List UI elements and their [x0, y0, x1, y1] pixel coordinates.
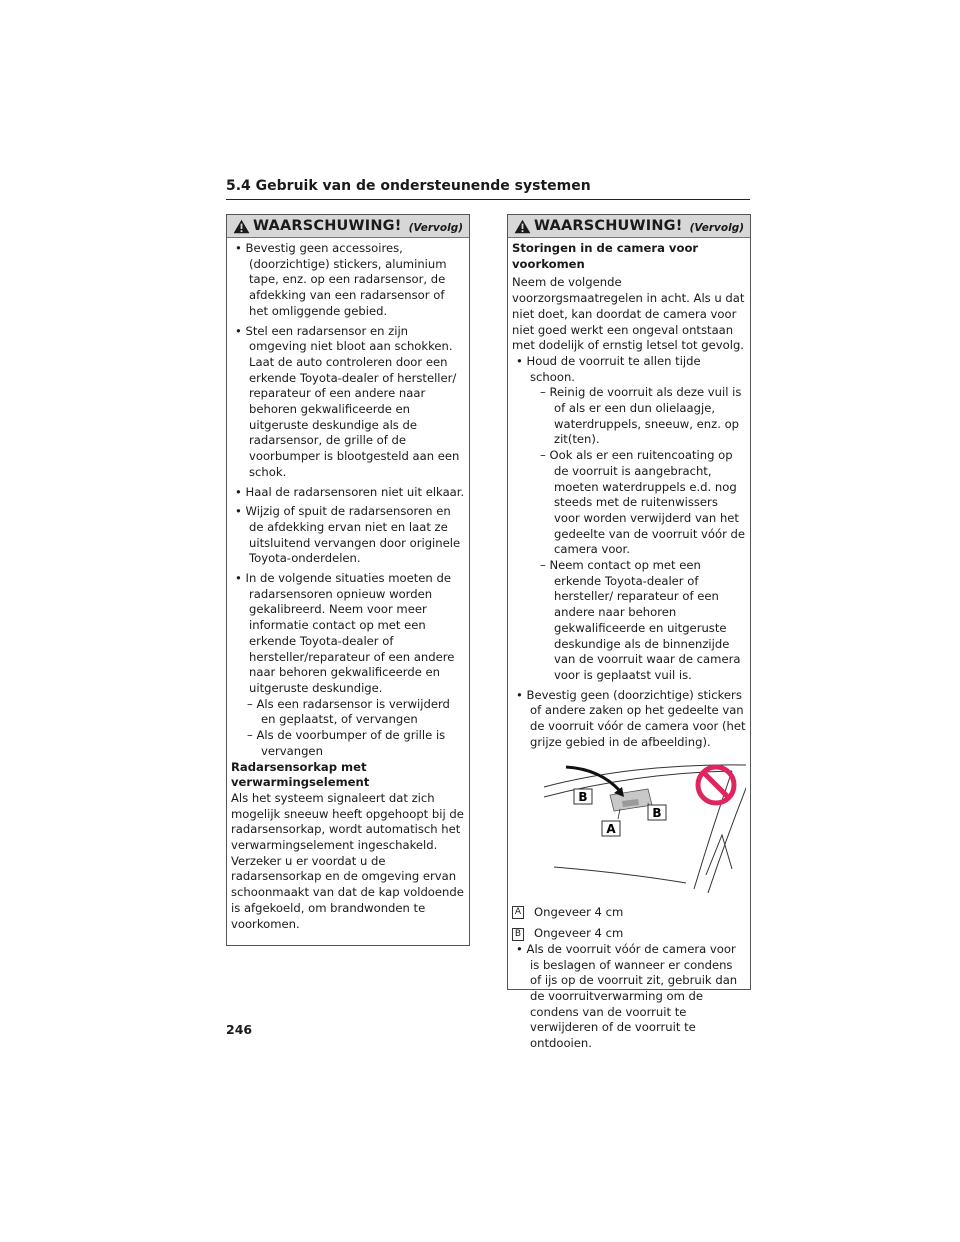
bullet-item: • Bevestig geen (doorzichtige) stickers of andere zaken op het gedeelte van de voorruit vóór de camera voor (het grijze gebied in de afbeelding). [516, 687, 746, 749]
bullet-item: • Bevestig geen accessoires, (doorzichtige) stickers, aluminium tape, enz. op een radarsensor, de afdekking van een radarsensor of het omliggende gebied. [235, 241, 447, 318]
figure-label-a: A [606, 821, 616, 836]
subheading: Radarsensorkap met verwarmingselement [231, 759, 370, 790]
bullet-item: • In de volgende situaties moeten de radarsensoren opnieuw worden gekalibreerd. Neem voor meer informatie contact op met een erkende Toyota-dealer of hersteller/reparateur of een andere naar behoren gekwalificeerde en uitgeruste deskundige. [235, 571, 455, 695]
warning-continued: (Vervolg) [408, 221, 464, 234]
dash-item: – Als een radarsensor is verwijderd en geplaatst, of vervangen [247, 696, 450, 727]
legend-text: Ongeveer 4 cm [534, 926, 624, 941]
warning-box-right [507, 214, 751, 1051]
bullet-item: • Haal de radarsensoren niet uit elkaar. [235, 484, 465, 499]
warning-box-left [226, 214, 470, 946]
legend-item [512, 926, 746, 942]
warning-title: WAARSCHUWING! [252, 218, 402, 234]
warning-header [508, 215, 750, 238]
warning-header [227, 215, 469, 238]
subheading: Storingen in de camera voor voorkomen [512, 241, 699, 271]
warning-title: WAARSCHUWING! [533, 218, 683, 234]
paragraph: Neem de volgende voorzorgsmaatregelen in acht. Als u dat niet doet, kan doordat de camera voor niet goed werkt een ongeval ontstaan met dodelijk of ernstig letsel tot gevolg. [512, 275, 745, 353]
bullet-item: • Stel een radarsensor en zijn omgeving niet bloot aan schokken. Laat de auto controleren door een erkende Toyota-dealer of hersteller/ reparateur of een andere naar behoren gekwalificeerde en uitgeruste deskundige als de radarsensor, de grille of de voorbumper is blootgesteld aan een schok. [235, 323, 460, 479]
paragraph: Als het systeem signaleert dat zich mogelijk sneeuw heeft opgehoopt bij de radarsensorkap, wordt automatisch het verwarmingselement ingeschakeld. Verzeker u er voordat u de radarsensorkap en de omgeving ervan schoonmaakt van dat de kap voldoende is afgekoeld, om brandwonden te voorkomen. [231, 790, 464, 931]
section-title: 5.4 Gebruik van de ondersteunende systemen [226, 178, 591, 194]
legend-letter: A [512, 906, 524, 919]
bullet-item: • Houd de voorruit te allen tijde schoon. [516, 353, 701, 384]
legend-letter: B [512, 928, 524, 941]
windshield-camera-illustration [526, 759, 746, 899]
legend-text: Ongeveer 4 cm [534, 904, 624, 919]
bullet-item: • Wijzig of spuit de radarsensoren en de afdekking ervan niet en laat ze uitsluitend vervangen door originele Toyota-onderdelen. [235, 504, 461, 566]
dash-item: – Ook als er een ruitencoating op de voorruit is aangebracht, moeten waterdruppels e.d. nog steeds met de ruitenwissers voor worden verwijderd van het gedeelte van de voorruit vóór de camera voor. [540, 448, 746, 557]
legend-item [512, 905, 746, 921]
figure-label-b: B [578, 789, 588, 804]
prohibition-icon [698, 767, 734, 803]
bullet-item: • Als de voorruit vóór de camera voor is beslagen of wanneer er condens of ijs op de voorruit zit, gebruik dan de voorruitverwarming om de condens van de voorruit te verwijderen of de voorruit te ontdooien. [516, 941, 738, 1051]
warning-triangle-icon [514, 219, 531, 234]
figure-label-b: B [652, 805, 662, 820]
dash-item: – Neem contact op met een erkende Toyota-dealer of hersteller/ reparateur of een andere naar behoren gekwalificeerde en uitgeruste deskundige als de binnenzijde van de voorruit waar de camera voor is geplaatst vuil is. [540, 558, 741, 682]
section-divider [226, 199, 750, 200]
warning-triangle-icon [233, 219, 250, 234]
dash-item: – Reinig de voorruit als deze vuil is of als er een dun olielaagje, waterdruppels, sneeuw, enz. op zit(ten). [540, 385, 742, 447]
page-number: 246 [226, 1022, 253, 1037]
warning-continued: (Vervolg) [689, 221, 745, 234]
dash-item: – Als de voorbumper of de grille is vervangen [247, 728, 446, 758]
